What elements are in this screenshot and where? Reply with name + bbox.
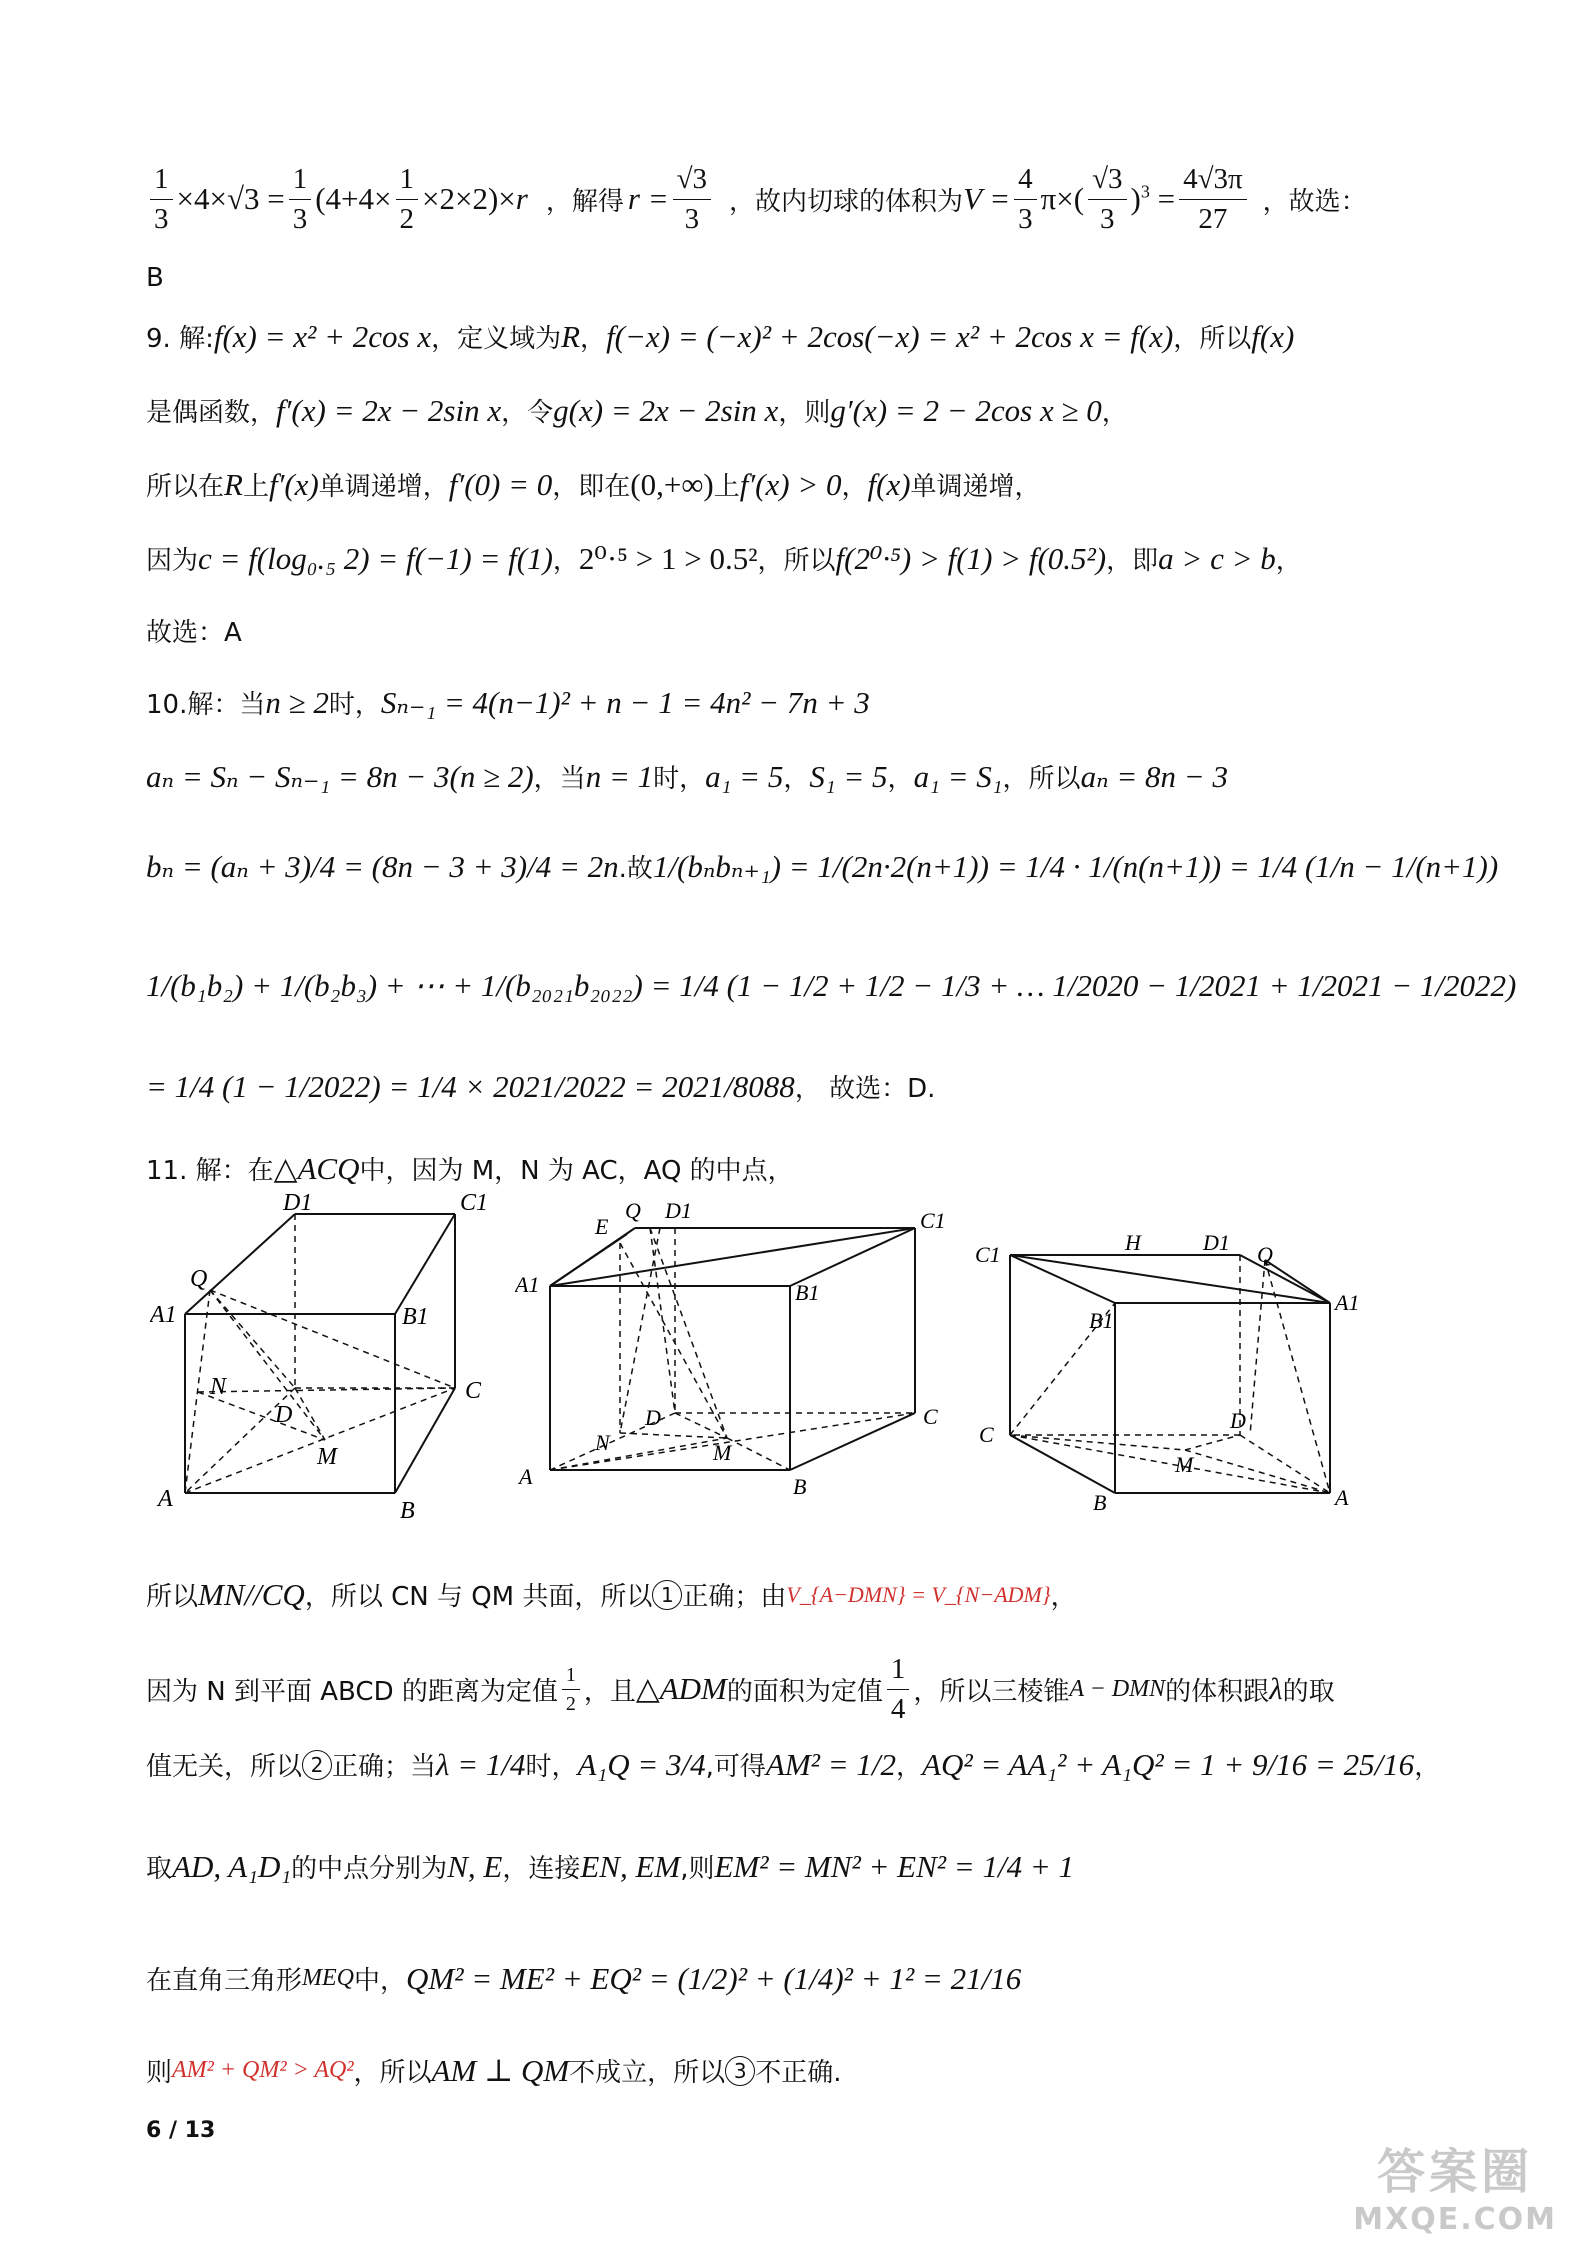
circled-number: 2 [302,1750,332,1780]
math-expr: EM² = MN² + EN² = 1/4 + 1 [714,1848,1075,1884]
math-expr: f(x) = x² + 2cos x [213,318,432,354]
math-expr-red: AM² + QM² > AQ² [172,2057,354,2083]
math-expr: 1/(b₁b₂) + 1/(b₂b₃) + ⋯ + 1/(b₂₀₂₁b₂₀₂₂) = 1/4 (1 − 1/2 + 1/2 − 1/3 + … 1/2020 − 1/2021 + 1/2021 − 1/2022) [146,968,1517,1003]
q11-line-2 [146,1576,1077,1613]
math-expr: λ = 1/4 [436,1746,526,1782]
math-expr: aₙ = Sₙ − Sₙ₋₁ = 8n − 3(n ≥ 2) [146,758,534,794]
watermark-title: 答案圈 [1377,2144,1534,2200]
text-segment: 是偶函数， [146,398,277,428]
math-expr: n = 1 [585,758,654,794]
circled-number: 3 [725,2056,755,2086]
text-segment: 值无关，所以 [146,1752,303,1782]
text-segment: ，即 [1106,546,1159,576]
fig3-label: H [1125,1230,1141,1255]
watermark-url: MXQE.COM [1353,2202,1557,2237]
text-segment: ，定义域为 [431,324,562,354]
fig3-label: B1 [1089,1308,1114,1333]
fig2-label: M [713,1440,732,1465]
math-expr: n ≥ 2 [265,684,329,720]
fig2-label: A1 [515,1272,540,1297]
math-expr: (0,+∞) [630,466,714,502]
text-segment: ，所以 [757,546,836,576]
q10-line-3 [146,848,1498,885]
fraction: $\frac{1}{2}$ [562,1663,580,1716]
math-expr: AD, A₁D₁ [172,1848,292,1884]
math-expr: a > c > b [1158,540,1276,576]
text-segment: 因为 N 到平面 ABCD 的距离为定值 [146,1676,558,1707]
math-expr: △ACQ [273,1150,360,1186]
q11-line-3 [146,1652,1335,1727]
q11-line-4 [146,1746,1440,1783]
fig3-label: M [1175,1452,1194,1477]
text-segment: ， [1414,1752,1441,1782]
fig2-label: B1 [795,1280,820,1305]
fig3-label: B [1093,1490,1107,1510]
math-expr: AQ² = AA₁² + A₁Q² = 1 + 9/16 = 25/16 [922,1746,1415,1782]
text-segment: ，令 [501,398,554,428]
text-segment: 中， [354,1966,407,1996]
fraction: $\frac{1}{4}$ [887,1652,910,1727]
text-segment: ， [896,1752,923,1782]
q9-answer: 故选：A [146,618,242,648]
math-expr: bₙ = (aₙ + 3)/4 = (8n − 3 + 3)/4 = 2n [146,848,619,884]
text-segment: 的面积为定值 [726,1676,883,1707]
math-expr: f(−x) = (−x)² + 2cos(−x) = x² + 2cos x = f(x) [606,318,1174,354]
text-segment: ,可得 [705,1752,766,1782]
fig2-label: C1 [920,1208,946,1233]
fig3-label: D1 [1203,1230,1230,1255]
text-segment: 时， [525,1752,578,1782]
text-segment: 中，因为 M，N 为 AC，AQ 的中点， [359,1156,794,1186]
answer-8: B [146,263,164,293]
text-segment: 单调递增， [910,472,1041,502]
fig1-label: Q [190,1266,208,1292]
text-segment: ， [552,546,579,576]
fig3-label: D [1230,1408,1246,1433]
fig1-label: C1 [460,1190,489,1216]
math-expr: △ADM [635,1671,727,1707]
text-segment: 的取 [1282,1676,1335,1707]
q11-line-7 [146,2052,841,2089]
fig3-label: A1 [1335,1290,1360,1315]
math-expr: f(x) [1251,318,1295,354]
figure-cube-2 [515,1188,960,1503]
text-segment: ， 故选：D. [794,1074,936,1104]
math-expr: λ [1269,1671,1283,1707]
figure-cube-3 [975,1210,1370,1510]
fig1-label: N [210,1374,227,1400]
q9-line-1 [146,318,1294,355]
text-segment: ，所以 [1002,764,1081,794]
watermark [1353,2133,1557,2237]
q11-line-1 [146,1150,794,1187]
fig3-label: A [1335,1485,1349,1510]
fig2-label: C [923,1404,938,1429]
math-expr: = 1/4 (1 − 1/2022) = 1/4 × 2021/2022 = 2021/8088 [146,1068,795,1104]
math-expr: N, E [447,1848,503,1884]
text-segment: 取 [146,1854,173,1884]
math-expr: A₁Q = 3/4 [577,1746,706,1782]
text-segment: 则 [146,2058,173,2088]
math-expr: Sₙ₋₁ = 4(n−1)² + n − 1 = 4n² − 7n + 3 [380,684,870,720]
fig2-label: B [793,1474,807,1499]
text-segment: ，故选： [1262,186,1367,217]
fig1-label: B1 [402,1304,429,1330]
math-expr: f′(x) > 0 [739,466,842,502]
text-segment: 时， [328,690,381,720]
text-segment: ， [1050,1582,1077,1612]
text-segment: 的中点分别为 [291,1854,448,1884]
text-segment: ，所以 [1173,324,1252,354]
math-expr: a₁ = 5 [705,758,784,794]
page-number: 6 / 13 [146,2118,216,2143]
fig1-label: D1 [283,1190,313,1216]
q11-line-6 [146,1960,1021,1997]
math-expr: f′(x) [268,466,319,502]
text-segment: ，故内切球的体积为 [729,186,964,217]
fig2-label: D [645,1405,661,1430]
math-expr: R [561,318,581,354]
text-segment: 的体积跟 [1165,1676,1270,1707]
fig1-label: D [275,1402,293,1428]
text-segment: .故 [618,854,653,884]
text-segment: 所以在 [146,472,225,502]
fig2-label: Q [625,1198,641,1223]
text-segment: ，所以三棱锥 [913,1676,1070,1707]
math-expr: QM² = ME² + EQ² = (1/2)² + (1/4)² + 1² = 21/16 [406,1960,1022,1996]
math-expr-red: V_{A−DMN} = V_{N−ADM} [786,1581,1051,1607]
math-expr: S₁ = 5 [809,758,888,794]
q10-line-2 [146,758,1228,795]
math-expr: A − DMN [1069,1675,1166,1702]
text-segment: ， [580,324,607,354]
circled-number: 1 [652,1580,682,1610]
q9-label: 9. 解: [146,324,214,354]
text-segment: ，所以 [353,2058,432,2088]
text-segment: 上 [242,472,269,502]
fig1-label: A [158,1486,173,1512]
fig2-label: E [595,1214,609,1239]
q10-label: 10.解：当 [146,690,266,720]
fig1-label: A1 [150,1302,177,1328]
q10-line-5 [146,1068,935,1105]
line-sphere-volume: $\frac{1}{3}$ ×4×√3 = $\frac{1}{3}$ (4+4× $\frac{1}{2}$ ×2×2)×r ，解得 r = $\frac{√3}{3}$ ，故内切球的体积为 V = $\frac{4}{3}$ π×( $\frac{√3}{3}$ )$^3$ = $\frac{4√3\pi}{27}$ ，故选： [146,162,1367,237]
fig1-label: M [317,1444,337,1470]
math-expr: AM ⊥ QM [431,2052,570,2088]
math-expr: 1/(bₙbₙ₊₁) = 1/(2n·2(n+1)) = 1/4 · 1/(n(n+1)) = 1/4 (1/n − 1/(n+1)) [652,848,1499,884]
math-expr: MN//CQ [198,1576,305,1612]
q10-line-4 [146,968,1516,1004]
math-expr: a₁ = S₁ [913,758,1003,794]
math-expr: R [224,466,243,502]
text-segment: ， [841,472,868,502]
text-segment: ，且 [583,1676,636,1707]
fig2-label: N [595,1430,610,1455]
math-expr: EN, EM [580,1848,681,1884]
q9-line-3 [146,466,1041,503]
math-expr: 2⁰·⁵ > 1 > 0.5² [578,540,758,576]
text-segment: ，则 [778,398,831,428]
text-segment: 时， [653,764,706,794]
fig2-label: D1 [665,1198,692,1223]
math-expr: g(x) = 2x − 2sin x [553,392,779,428]
fig2-label: A [519,1464,533,1489]
text-segment: ，所以 CN 与 QM 共面，所以 [304,1582,653,1612]
q11-label: 11. 解：在 [146,1156,274,1186]
math-expr: f(x) [867,466,911,502]
text-segment: 不正确. [755,2058,842,2088]
text-segment: 正确；当 [332,1752,437,1782]
text-segment: ，当 [533,764,586,794]
q9-line-2 [146,392,1128,429]
text-segment: 不成立，所以 [569,2058,726,2088]
text-segment: ，连接 [502,1854,581,1884]
text-segment: ,则 [680,1854,715,1884]
math-expr: f′(x) = 2x − 2sin x [276,392,502,428]
text-segment: 单调递增， [318,472,449,502]
text-segment: 所以 [146,1582,199,1612]
math-expr: g′(x) = 2 − 2cos x ≥ 0 [830,392,1102,428]
text-segment: 因为 [146,546,199,576]
text-segment: ， [783,764,810,794]
q10-line-1 [146,684,870,721]
q11-line-5 [146,1848,1074,1885]
text-segment: 在直角三角形 [146,1966,303,1996]
math-expr: f′(0) = 0 [448,466,553,502]
fig1-label: C [465,1378,482,1404]
math-expr: AM² = 1/2 [765,1746,897,1782]
fig3-label: C1 [975,1242,1001,1267]
math-expr: f(2⁰·⁵) > f(1) > f(0.5²) [835,540,1107,576]
fig3-label: Q [1257,1242,1273,1267]
text-segment: ， [1275,546,1302,576]
text-segment: ，解得 [545,186,624,217]
q9-line-4 [146,540,1302,577]
figure-cube-1 [150,1188,510,1528]
fig3-label: C [979,1422,994,1447]
math-expr: c = f(log₀.₅ 2) = f(−1) = f(1) [198,540,553,576]
math-expr: aₙ = 8n − 3 [1080,758,1228,794]
text-segment: ，即在 [552,472,631,502]
fraction: $\frac{1}{3}$ [150,162,173,237]
text-segment: ， [1101,398,1128,428]
text-segment: 正确；由 [682,1582,787,1612]
fig1-label: B [400,1498,415,1524]
math-expr: MEQ [302,1965,354,1991]
text-segment: 上 [713,472,740,502]
text-segment: ， [887,764,914,794]
